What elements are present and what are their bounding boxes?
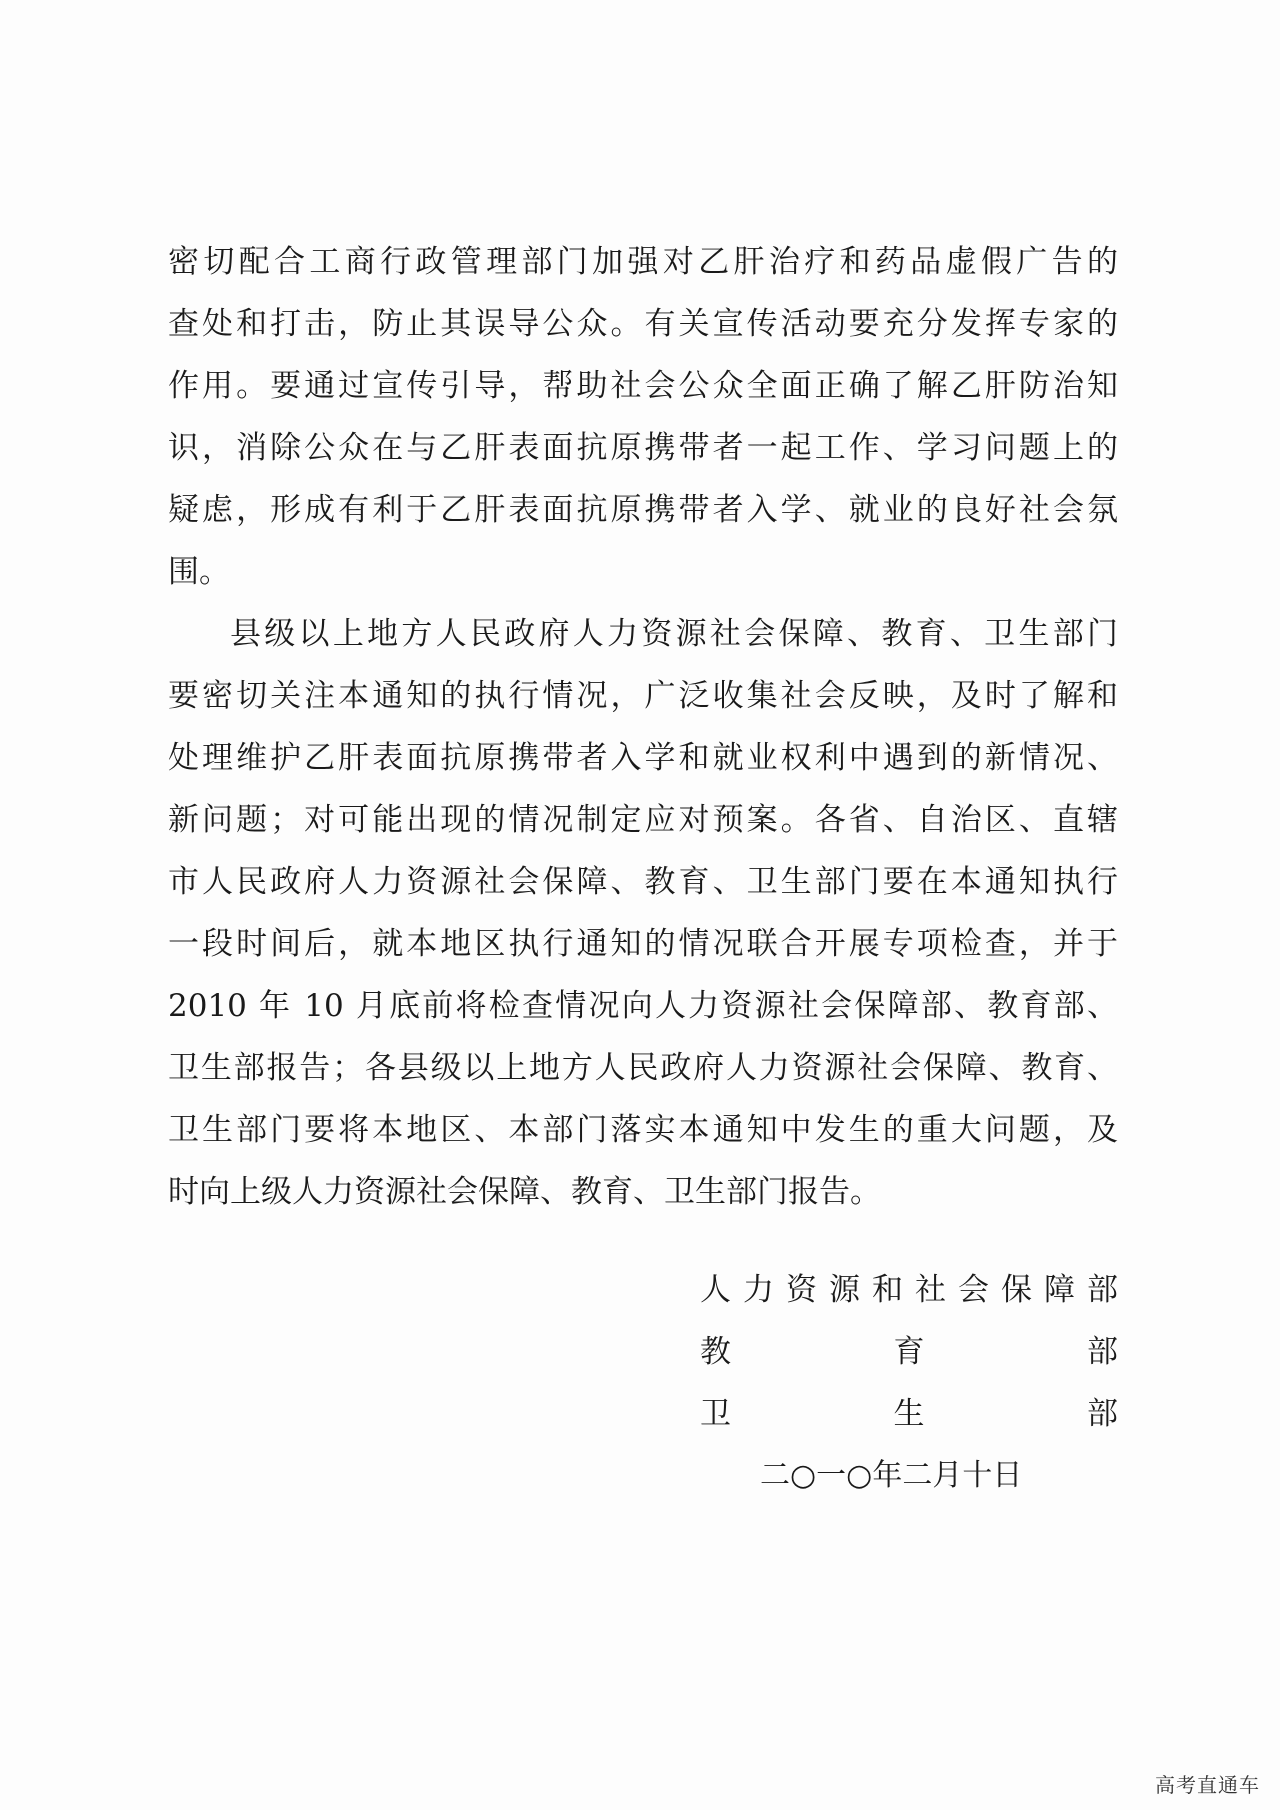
signature-ministry-health (700, 1389, 1118, 1439)
paragraph-2-line-1: 县级以上地方人民政府人力资源社会保障、教育、卫生部门 (230, 616, 1118, 652)
paragraph-1-line-4: 识，消除公众在与乙肝表面抗原携带者一起工作、学习问题上的 (168, 430, 1118, 466)
paragraph-1-line-5: 疑虑，形成有利于乙肝表面抗原携带者入学、就业的良好社会氛 (168, 492, 1118, 528)
paragraph-1-line-2: 查处和打击，防止其误导公众。有关宣传活动要充分发挥专家的 (168, 306, 1118, 342)
sig-char: 人 (700, 1272, 731, 1308)
paragraph-2-line-2: 要密切关注本通知的执行情况，广泛收集社会反映，及时了解和 (168, 678, 1118, 714)
sig-char: 育 (893, 1334, 925, 1370)
sig-char: 障 (1044, 1272, 1075, 1308)
paragraph-2-line-3: 处理维护乙肝表面抗原携带者入学和就业权利中遇到的新情况、 (168, 740, 1118, 776)
paragraph-2-line-7: 2010 年 10 月底前将检查情况向人力资源社会保障部、教育部、 (168, 988, 1118, 1024)
sig-char: 保 (1001, 1272, 1032, 1308)
paragraph-1-line-3: 作用。要通过宣传引导，帮助社会公众全面正确了解乙肝防治知 (168, 368, 1118, 404)
signature-ministry-education (700, 1327, 1118, 1377)
paragraph-2-line-5: 市人民政府人力资源社会保障、教育、卫生部门要在本通知执行 (168, 864, 1118, 900)
signature-ministry-hrss (700, 1265, 1118, 1315)
sig-char: 源 (829, 1272, 860, 1308)
sig-char: 力 (743, 1272, 774, 1308)
paragraph-2-line-10: 时向上级人力资源社会保障、教育、卫生部门报告。 (168, 1174, 881, 1210)
paragraph-2-line-9: 卫生部门要将本地区、本部门落实本通知中发生的重大问题，及 (168, 1112, 1118, 1148)
paragraph-2-line-6: 一段时间后，就本地区执行通知的情况联合开展专项检查，并于 (168, 926, 1118, 962)
sig-char: 部 (1087, 1272, 1118, 1308)
watermark-text: 高考直通车 (1155, 1773, 1260, 1797)
sig-char: 资 (786, 1272, 817, 1308)
paragraph-1-line-6: 围。 (168, 554, 230, 590)
paragraph-1-line-1: 密切配合工商行政管理部门加强对乙肝治疗和药品虚假广告的 (168, 244, 1118, 280)
sig-char: 卫 (700, 1396, 731, 1432)
document-date: 二○一○年二月十日 (760, 1458, 1023, 1493)
sig-char: 部 (1087, 1334, 1118, 1370)
paragraph-2-line-8: 卫生部报告；各县级以上地方人民政府人力资源社会保障、教育、 (168, 1050, 1118, 1086)
sig-char: 教 (700, 1334, 731, 1370)
sig-char: 和 (872, 1272, 903, 1308)
sig-char: 社 (915, 1272, 946, 1308)
sig-char: 生 (893, 1396, 925, 1432)
sig-char: 会 (958, 1272, 989, 1308)
sig-char: 部 (1087, 1396, 1118, 1432)
paragraph-2-line-4: 新问题；对可能出现的情况制定应对预案。各省、自治区、直辖 (168, 802, 1118, 838)
